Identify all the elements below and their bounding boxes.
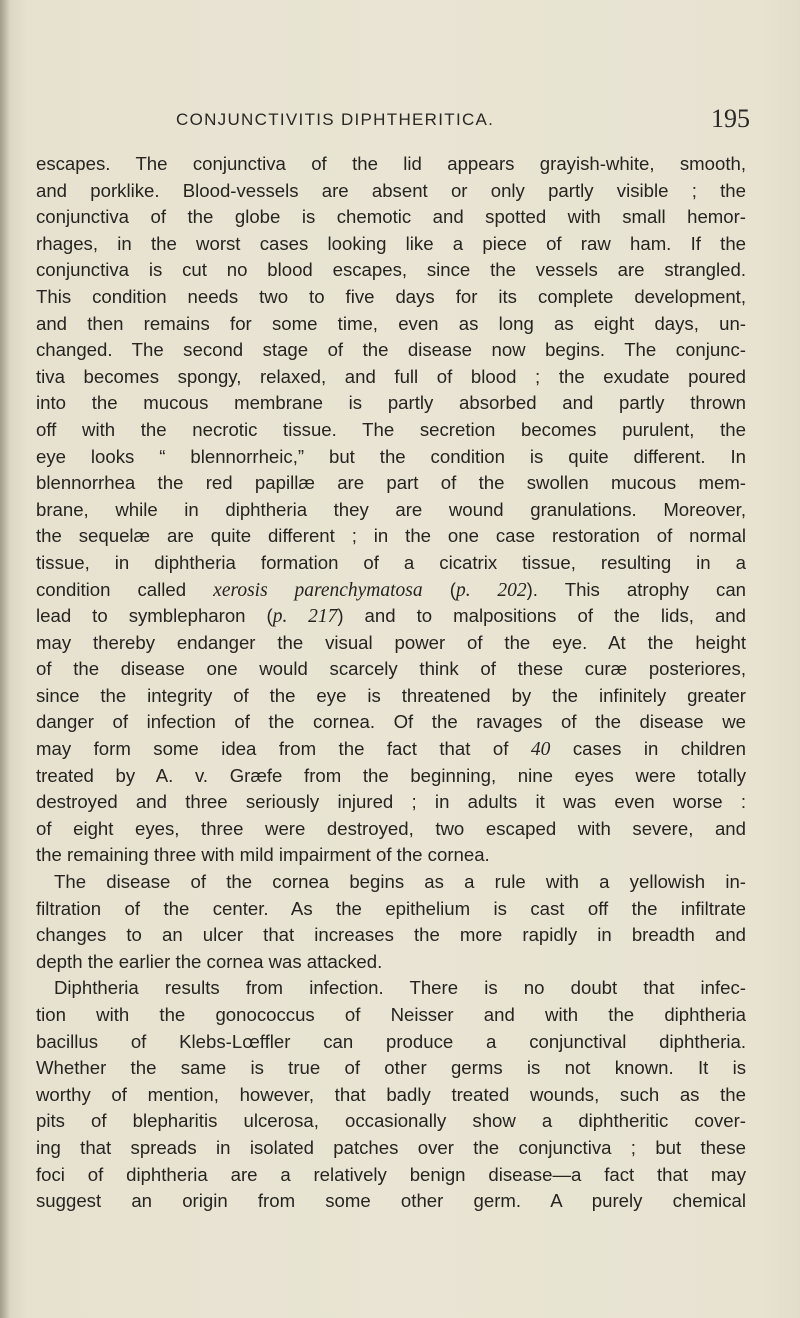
text-line: rhages, in the worst cases looking like a piece of raw ham. If the [36, 232, 746, 254]
text-line: condition called xerosis parenchymatosa (p. 202). This atrophy can [36, 578, 746, 601]
page-reference: p. 202 [455, 579, 527, 601]
text-line: foci of diphtheria are a relatively benign disease—a fact that may [36, 1163, 746, 1185]
text-line: the sequelæ are quite different ; in the one case restoration of normal [36, 525, 746, 547]
text-line: depth the earlier the cornea was attacked. [36, 950, 383, 972]
text-line: tissue, in diphtheria formation of a cicatrix tissue, resulting in a [36, 551, 746, 573]
text-line: This condition needs two to five days for its complete development, [36, 285, 746, 307]
text-line: changes to an ulcer that increases the more rapidly in breadth and [36, 924, 746, 946]
text-line: worthy of mention, however, that badly treated wounds, such as the [36, 1083, 746, 1105]
text-line: may form some idea from the fact that of 40 cases in children [36, 738, 746, 761]
text-line: Diphtheria results from infection. There is no doubt that infec- [54, 977, 746, 999]
text-line: tiva becomes spongy, relaxed, and full of blood ; the exudate poured [36, 365, 746, 387]
text-line: ing that spreads in isolated patches over the conjunctiva ; but these [36, 1136, 746, 1158]
text-line: since the integrity of the eye is threatened by the infinitely greater [36, 684, 746, 706]
text-line: tion with the gonococcus of Neisser and with the diphtheria [36, 1004, 746, 1025]
text-line: treated by A. v. Græfe from the beginning, nine eyes were totally [36, 764, 746, 786]
page-header [0, 102, 800, 142]
text-line: pits of blepharitis ulcerosa, occasionally show a diphtheritic cover- [36, 1110, 746, 1132]
text-line: conjunctiva of the globe is chemotic and spotted with small hemor- [36, 206, 746, 228]
text-line: escapes. The conjunctiva of the lid appears grayish-white, smooth, [36, 153, 746, 174]
text-line: into the mucous membrane is partly absorbed and partly thrown [36, 392, 746, 414]
text-line: destroyed and three seriously injured ; in adults it was even worse : [36, 791, 746, 813]
text-line: blennorrhea the red papillæ are part of the swollen mucous mem- [36, 472, 746, 494]
text-line: the remaining three with mild impairment of the cornea. [36, 844, 490, 866]
text-line: eye looks “ blennorrheic,” but the condition is quite different. In [36, 445, 746, 467]
text-line: changed. The second stage of the disease now begins. The conjunc- [36, 339, 746, 361]
page-reference: p. 217 [272, 606, 338, 628]
text-line: filtration of the center. As the epithelium is cast off the infiltrate [36, 897, 746, 919]
text-line: danger of infection of the cornea. Of the ravages of the disease we [36, 711, 746, 733]
text-line: of eight eyes, three were destroyed, two escaped with severe, and [36, 817, 746, 839]
text-line: conjunctiva is cut no blood escapes, since the vessels are strangled. [36, 259, 746, 281]
spine-shadow [0, 0, 10, 1318]
text-line: off with the necrotic tissue. The secretion becomes purulent, the [36, 418, 746, 440]
text-line: of the disease one would scarcely think of these curæ posteriores, [36, 658, 746, 680]
text-line: and porklike. Blood-vessels are absent or only partly visible ; the [36, 179, 746, 201]
text-line: bacillus of Klebs-Lœffler can produce a conjunctival diphtheria. [36, 1030, 746, 1052]
italic-number: 40 [530, 739, 551, 761]
body-text [36, 151, 746, 1215]
italic-term: xerosis parenchymatosa [213, 579, 423, 601]
text-line: and then remains for some time, even as long as eight days, un- [36, 312, 746, 334]
text-line: Whether the same is true of other germs is not known. It is [36, 1057, 746, 1079]
text-line: suggest an origin from some other germ. A purely chemical [36, 1190, 746, 1212]
text-line: lead to symblepharon (p. 217) and to malpositions of the lids, and [36, 605, 746, 628]
page-number: 195 [711, 104, 750, 133]
text-line: brane, while in diphtheria they are wound granulations. Moreover, [36, 498, 746, 520]
running-title: CONJUNCTIVITIS DIPHTHERITICA. [176, 110, 495, 129]
text-line: The disease of the cornea begins as a rule with a yellowish in- [54, 871, 746, 893]
text-line: may thereby endanger the visual power of the eye. At the height [36, 631, 746, 653]
